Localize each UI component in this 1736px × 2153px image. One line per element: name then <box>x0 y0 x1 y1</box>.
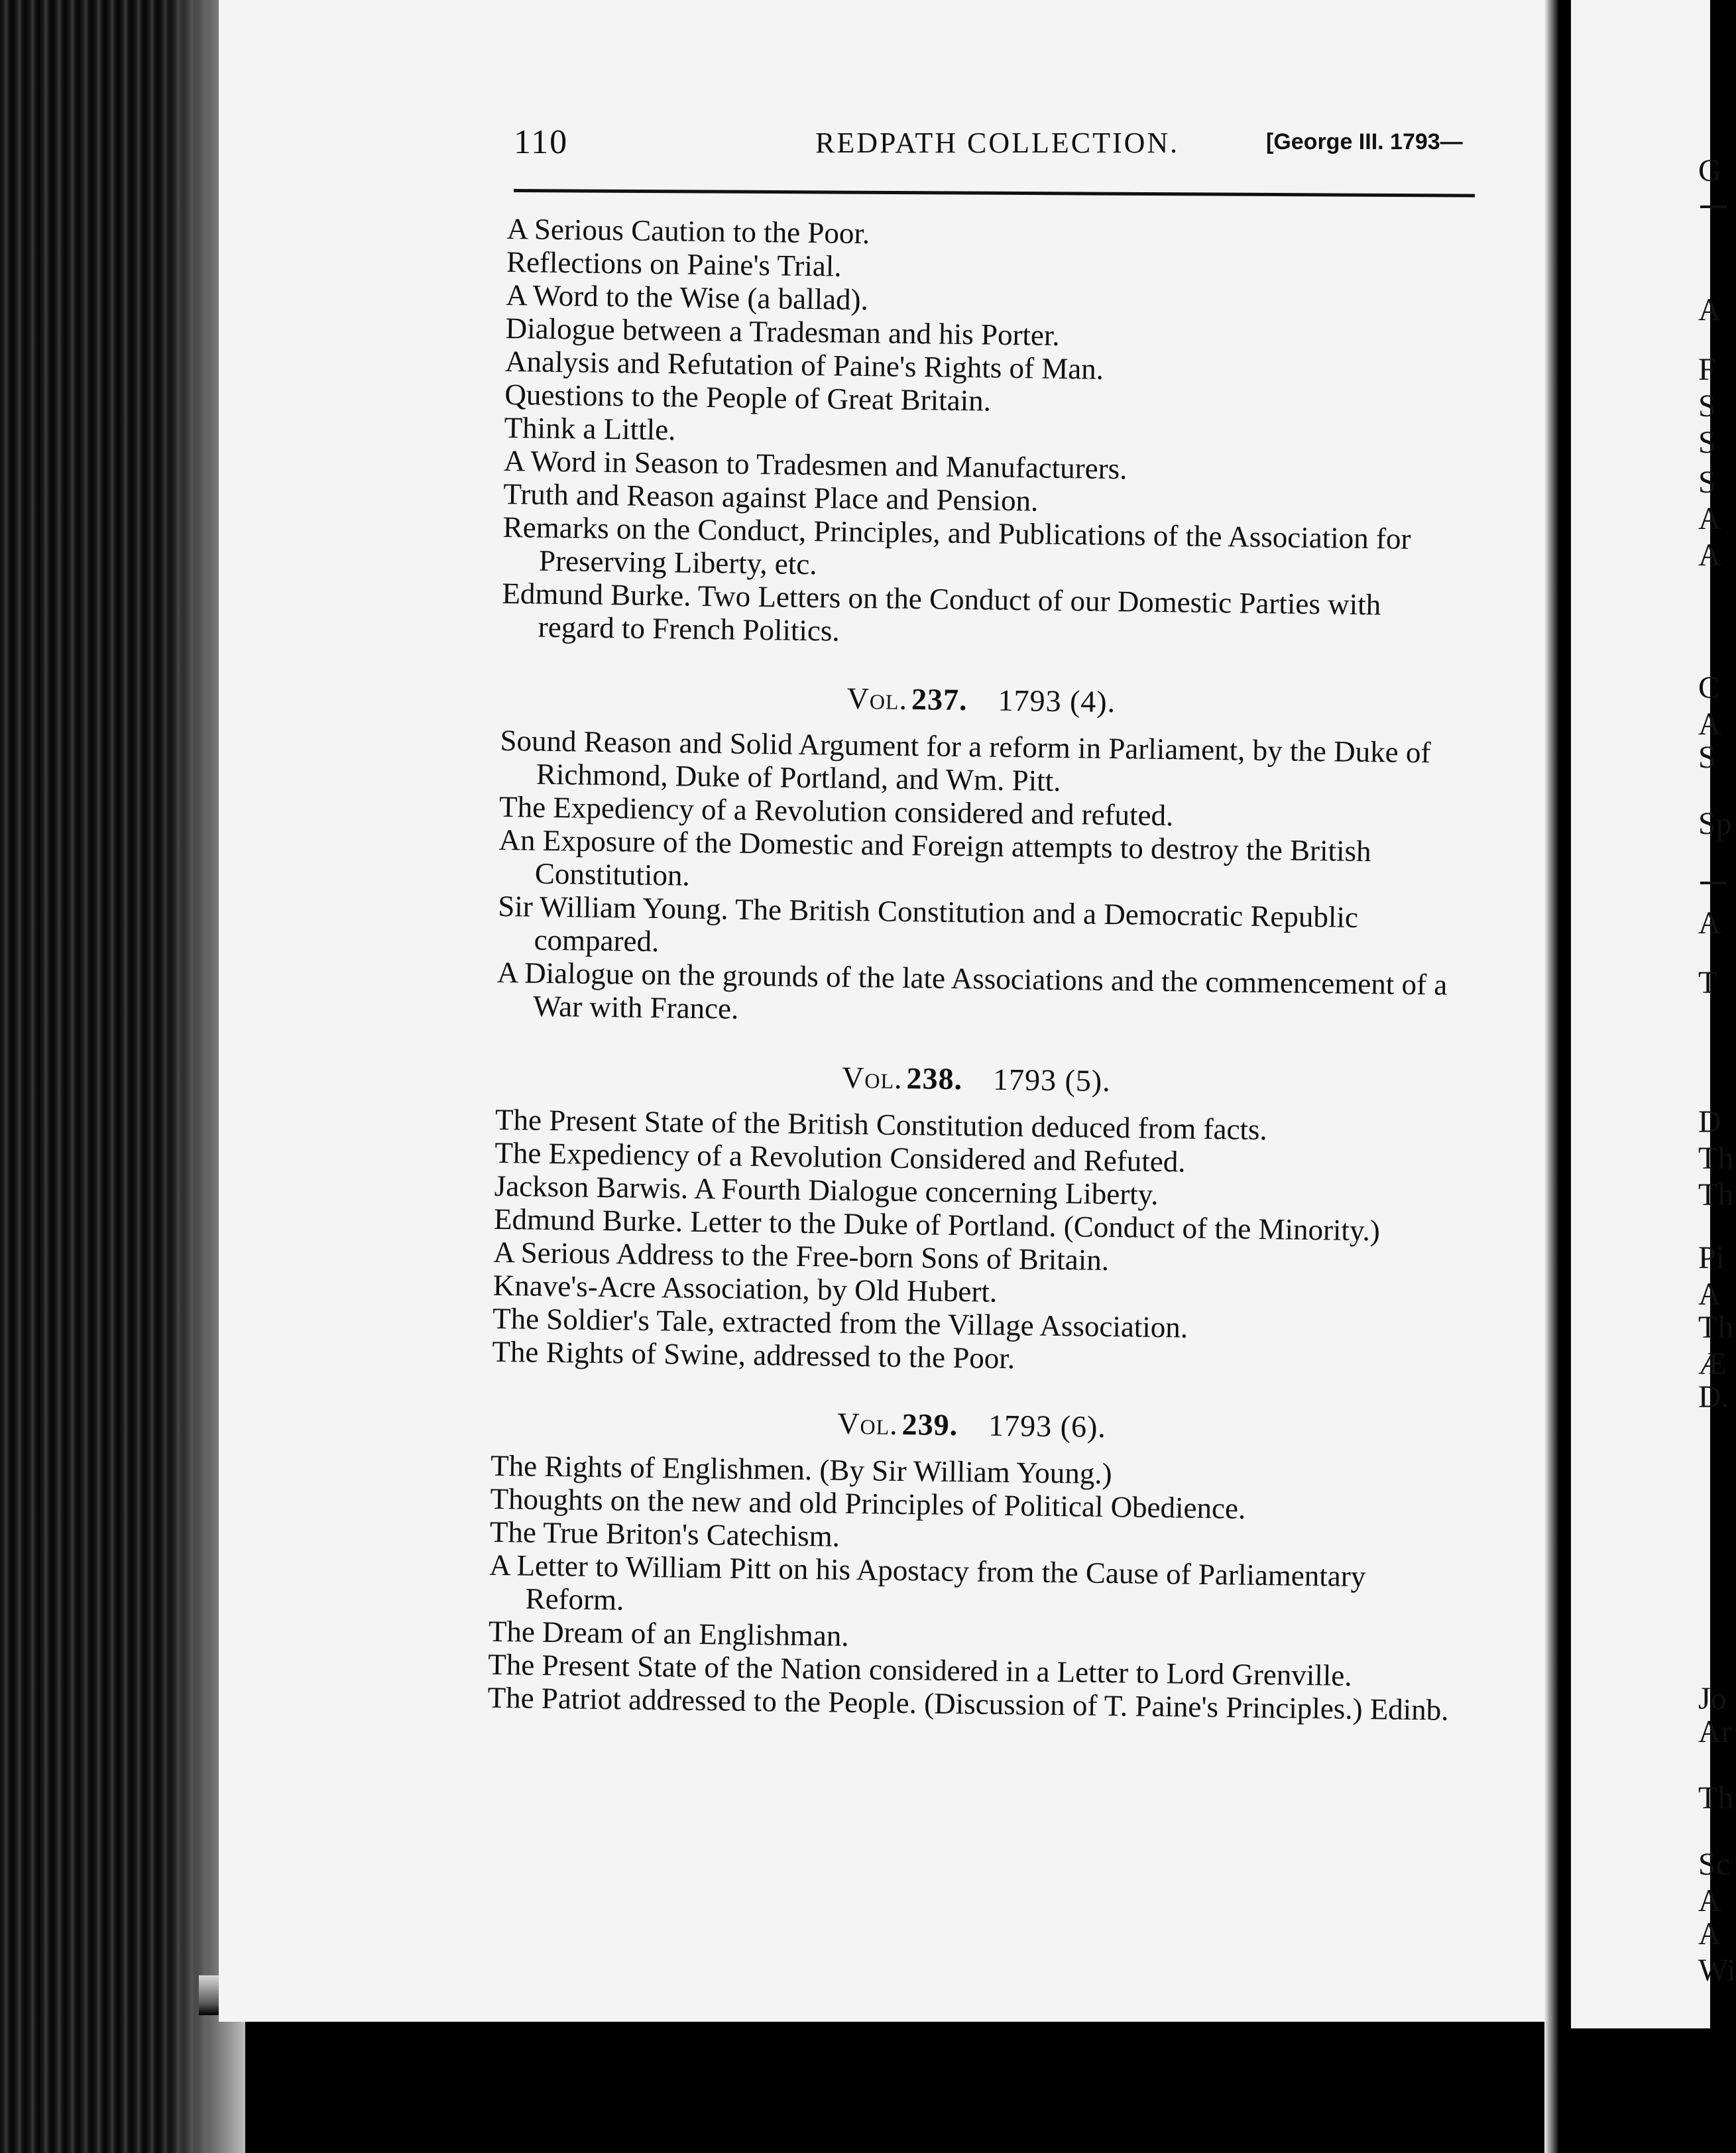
facing-page-letter: Sp <box>1698 806 1732 841</box>
volume-section <box>492 1057 1457 1381</box>
facing-page-letter: A <box>1698 501 1721 536</box>
catalogue-entry: Think a Little. <box>504 410 676 447</box>
facing-page-letter: C <box>1698 670 1720 705</box>
facing-page-letter: S <box>1698 425 1716 460</box>
facing-page-letter: A <box>1698 538 1721 573</box>
catalogue-entry: A Serious Caution to the Poor. <box>506 212 870 251</box>
facing-page-letter: F <box>1698 352 1716 387</box>
volume-label: Vol. <box>846 681 908 716</box>
facing-page-letter: Ar <box>1698 1714 1732 1749</box>
catalogue-entry: A Word to the Wise (a ballad). <box>506 278 869 317</box>
facing-page-letter: A <box>1698 1277 1721 1312</box>
volume-heading <box>500 677 1462 723</box>
page-number: 110 <box>514 123 569 161</box>
facing-page-rule <box>1700 882 1727 884</box>
facing-page-letter: Æ <box>1698 1346 1727 1381</box>
volume-year: 1793 (5). <box>992 1062 1112 1098</box>
catalogue-entry: The Expediency of a Revolution Considered and Refuted. <box>494 1135 1186 1179</box>
facing-page-letter: Jo <box>1698 1681 1727 1716</box>
catalogue-entry: Questions to the People of Great Britain. <box>504 377 992 418</box>
catalogue-entry: The Rights of Swine, addressed to the Poor. <box>492 1334 1015 1375</box>
running-header <box>514 123 1488 169</box>
facing-page-letter: Pi <box>1698 1240 1725 1275</box>
catalogue-entry: Thoughts on the new and old Principles of Political Obedience. <box>490 1482 1246 1525</box>
volume-year: 1793 (4). <box>998 683 1116 719</box>
facing-page-letter: D. <box>1698 1379 1729 1415</box>
volume-heading <box>491 1403 1453 1448</box>
catalogue-entry: The Dream of an Englishman. <box>488 1614 849 1653</box>
running-reign: [George III. 1793— <box>1266 129 1463 154</box>
facing-page-letter: D <box>1698 1104 1721 1139</box>
catalogue-entry: An Exposure of the Domestic and Foreign attempts to destroy the British Constitution. <box>498 823 1371 892</box>
facing-page-letter: S <box>1698 465 1716 500</box>
facing-page-letter: Wi <box>1698 1953 1736 1988</box>
volume-year: 1793 (6). <box>988 1408 1107 1444</box>
catalogue-entry: The Present State of the Nation considered in a Letter to Lord Grenville. <box>487 1647 1352 1692</box>
facing-page-letter: A <box>1698 1883 1721 1918</box>
catalogue-entry: Edmund Burke. Two Letters on the Conduct of our Domestic Parties with regard to French Politics. <box>502 576 1381 648</box>
catalogue-entry: Remarks on the Conduct, Principles, and Publications of the Association for Preserving Liberty, etc. <box>502 510 1411 581</box>
catalogue-entry: Truth and Reason against Place and Pension. <box>503 477 1039 518</box>
catalogue-entry: The Present State of the British Constitution deduced from facts. <box>494 1102 1268 1147</box>
volume-heading <box>496 1057 1458 1102</box>
catalogue-entry: Analysis and Refutation of Paine's Rights of Man. <box>504 344 1104 386</box>
facing-page-letter: A <box>1698 707 1721 742</box>
running-title: REDPATH COLLECTION. <box>815 127 1180 159</box>
facing-page-rule <box>1700 205 1727 208</box>
catalogue-entry: Dialogue between a Tradesman and his Porter. <box>505 311 1061 352</box>
catalogue-entry: Reflections on Paine's Trial. <box>506 245 842 283</box>
volume-number: 239. <box>901 1407 958 1442</box>
volume-label: Vol. <box>841 1060 903 1095</box>
facing-page-letter: Th <box>1698 1177 1734 1212</box>
catalogue-entry: The Rights of Englishmen. (By Sir William Young.) <box>490 1448 1112 1491</box>
facing-page-letter: G <box>1698 153 1721 188</box>
catalogue-entry: A Word in Season to Tradesmen and Manufacturers. <box>503 443 1128 486</box>
facing-page-letter: Th <box>1698 1141 1734 1176</box>
volume-label: Vol. <box>837 1406 899 1441</box>
book-gutter <box>1544 0 1571 2153</box>
facing-page-letter: A <box>1698 1916 1721 1951</box>
facing-page-letter: S <box>1698 740 1716 775</box>
volume-sections <box>487 677 1462 1727</box>
book-page-edges <box>0 0 245 2153</box>
facing-page-letter: Sc <box>1698 1847 1730 1882</box>
catalogue-entry: A Dialogue on the grounds of the late Associations and the commencement of a War with France. <box>496 955 1448 1025</box>
intro-entries <box>501 212 1468 656</box>
facing-page-letter: S <box>1698 388 1716 424</box>
catalogue-entry: The Soldier's Tale, extracted from the Village Association. <box>492 1301 1188 1344</box>
facing-page-letter: T <box>1698 965 1718 1000</box>
volume-number: 238. <box>906 1061 963 1096</box>
catalogue-entry: Sir William Young. The British Constitution and a Democratic Republic compared. <box>497 889 1359 959</box>
facing-page-letter: Th <box>1698 1780 1734 1816</box>
catalogue-entry: The True Briton's Catechism. <box>489 1515 840 1553</box>
volume-number: 237. <box>911 682 968 717</box>
facing-page-letter: A <box>1698 905 1721 941</box>
volume-section <box>487 1403 1452 1727</box>
catalogue-entry: Knave's-Acre Association, by Old Hubert. <box>492 1268 998 1309</box>
catalogue-text <box>487 212 1468 1727</box>
catalogue-entry: Jackson Barwis. A Fourth Dialogue concerning Liberty. <box>494 1169 1159 1211</box>
catalogue-entry: Sound Reason and Solid Argument for a reform in Parliament, by the Duke of Richmond, Duke of Portland, and Wm. Pitt. <box>500 723 1431 798</box>
facing-page-letter: A <box>1698 292 1721 327</box>
facing-page-fragment <box>1571 0 1736 2028</box>
catalogue-entry: The Patriot addressed to the People. (Discussion of T. Paine's Principles.) Edinb. <box>487 1680 1449 1727</box>
volume-section <box>496 677 1462 1035</box>
catalogue-entry: Edmund Burke. Letter to the Duke of Portland. (Conduct of the Minority.) <box>493 1202 1381 1248</box>
catalogue-entry: The Expediency of a Revolution considered and refuted. <box>498 789 1174 833</box>
catalogue-entry: A Serious Address to the Free-born Sons of Britain. <box>493 1235 1110 1277</box>
facing-page-letter: Th <box>1698 1310 1734 1345</box>
catalogue-entry: A Letter to William Pitt on his Apostacy from the Cause of Parliamentary Reform. <box>489 1548 1366 1617</box>
